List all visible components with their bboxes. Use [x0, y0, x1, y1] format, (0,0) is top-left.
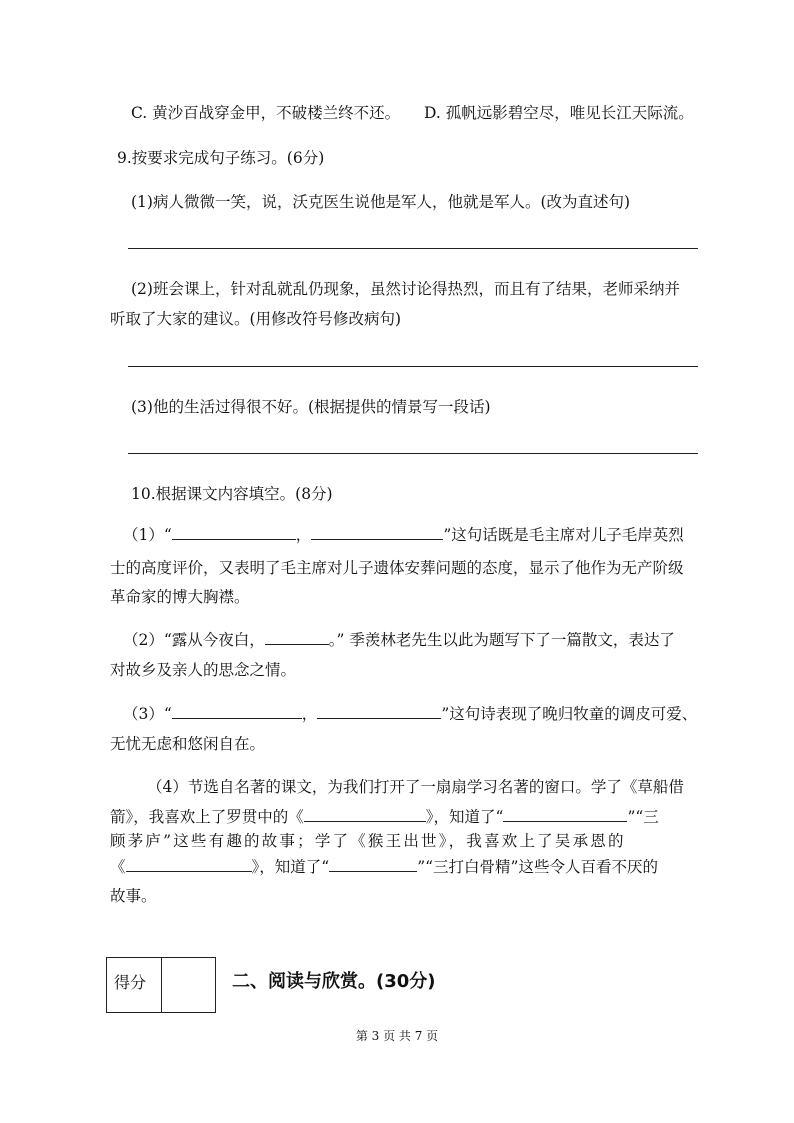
blank-p4-story1[interactable] [503, 805, 627, 822]
blank-p4-story2[interactable] [329, 855, 417, 872]
q10-p2-line1 [123, 628, 675, 650]
p2-open: （2）“露从今夜白， [123, 631, 265, 649]
answer-line-1[interactable] [128, 248, 698, 249]
q10-p1-line2: 士的高度评价，又表明了毛主席对儿子遗体安葬问题的态度，显示了他作为无产阶级 [110, 559, 684, 577]
blank-p2[interactable] [265, 628, 329, 645]
q9-item2-line1: (2)班会课上，针对乱就乱仍现象，虽然讨论得热烈，而且有了结果，老师采纳并 [131, 280, 680, 298]
p4-l4-a: 《 [110, 858, 126, 876]
q10-p1-line1 [123, 523, 684, 545]
blank-p3-b[interactable] [317, 702, 441, 719]
p3-open: （3）“ [123, 705, 172, 723]
q9-title: 9.按要求完成句子练习。(6分) [117, 149, 325, 167]
page-footer: 第 3 页 共 7 页 [355, 1029, 439, 1043]
p4-l2-c: ”“三 [627, 808, 659, 826]
answer-line-2[interactable] [128, 366, 698, 367]
q9-item3: (3)他的生活过得很不好。(根据提供的情景写一段话) [131, 398, 491, 416]
q10-p4-line5: 故事。 [110, 887, 157, 905]
option-d: D. 孤帆远影碧空尽，唯见长江天际流。 [424, 104, 694, 122]
option-c: C. 黄沙百战穿金甲，不破楼兰终不还。 [131, 104, 401, 122]
blank-p4-book1[interactable] [304, 805, 426, 822]
q10-title: 10.根据课文内容填空。(8分) [131, 485, 333, 503]
p4-l2-b: 》，知道了“ [425, 808, 504, 826]
blank-p4-book2[interactable] [126, 855, 252, 872]
q10-p4-line4 [110, 855, 658, 877]
p2-rest: 。” 季羡林老先生以此为题写下了一篇散文，表达了 [328, 631, 675, 649]
q10-p3-line1 [123, 702, 697, 724]
p1-open: （1）“ [123, 526, 172, 544]
q9-item1: (1)病人微微一笑，说，沃克医生说他是军人，他就是军人。(改为直述句) [131, 193, 631, 211]
answer-line-3[interactable] [128, 453, 698, 454]
q10-p3-line2: 无忧无虑和悠闲自在。 [110, 735, 266, 753]
q10-p4-line3: 顾茅庐”这些有趣的故事；学了《猴王出世》，我喜欢上了吴承恩的 [110, 832, 626, 850]
p4-l4-c: ”“三打白骨精”这些令人百看不厌的 [417, 858, 658, 876]
p1-rest: ”这句话既是毛主席对儿子毛岸英烈 [443, 526, 684, 544]
p3-comma: ， [301, 705, 318, 723]
q10-p4-line1: （4）节选自名著的课文，为我们打开了一扇扇学习名著的窗口。学了《草船借 [147, 778, 684, 796]
blank-p1-a[interactable] [172, 523, 296, 540]
p3-rest: ”这句诗表现了晚归牧童的调皮可爱、 [441, 705, 698, 723]
q10-p1-line3: 革命家的博大胸襟。 [110, 588, 250, 606]
blank-p3-a[interactable] [172, 702, 302, 719]
score-label: 得分 [114, 973, 147, 992]
p4-l2-a: 箭》，我喜欢上了罗贯中的《 [110, 808, 304, 826]
score-box [106, 957, 216, 1013]
blank-p1-b[interactable] [311, 523, 443, 540]
q9-item2-line2: 听取了大家的建议。(用修改符号修改病句) [110, 310, 402, 328]
section-title: 二、阅读与欣赏。(30分) [232, 971, 436, 992]
q10-p4-line2 [110, 805, 659, 827]
p1-comma: ， [295, 526, 312, 544]
p4-l4-b: 》，知道了“ [251, 858, 330, 876]
q10-p2-line2: 对故乡及亲人的思念之情。 [110, 661, 297, 679]
score-box-divider [161, 958, 162, 1012]
